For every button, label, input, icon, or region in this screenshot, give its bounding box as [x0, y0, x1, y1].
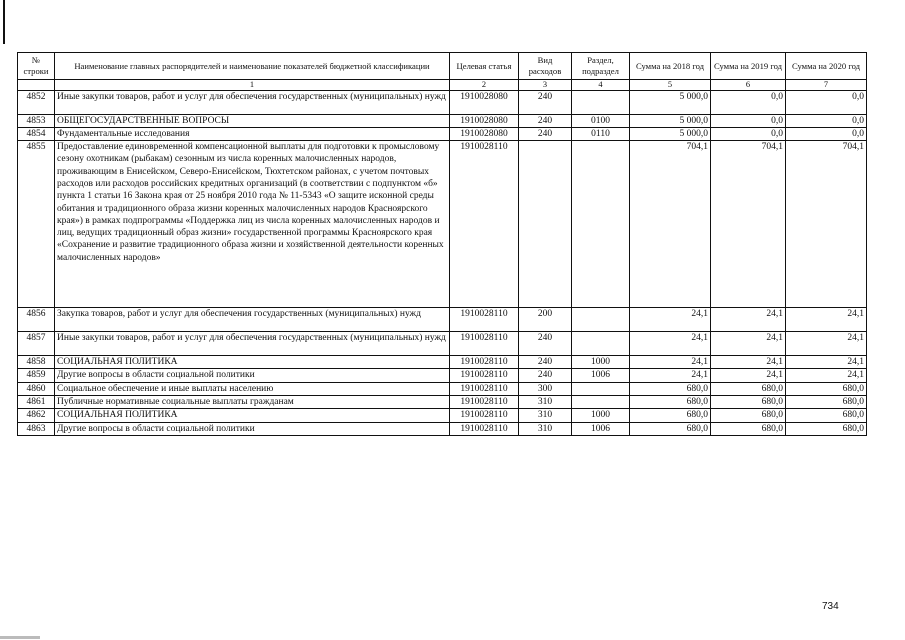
row-target-article: 1910028080 — [450, 114, 519, 127]
row-sum-2020: 0,0 — [786, 90, 867, 114]
table-row — [18, 356, 867, 369]
row-section: 0110 — [572, 127, 630, 140]
table-row — [18, 332, 867, 356]
table-row — [18, 422, 867, 435]
row-target-article: 1910028110 — [450, 382, 519, 395]
row-expense-kind: 240 — [519, 332, 572, 356]
row-sum-2019: 680,0 — [711, 422, 786, 435]
row-sum-2018: 5 000,0 — [630, 114, 711, 127]
row-sum-2018: 24,1 — [630, 369, 711, 382]
row-target-article: 1910028110 — [450, 395, 519, 408]
row-name: Предоставление единовременной компенсационной выплаты для подготовки к промысловому сезону охотникам (рыбакам) сезонным из числа коренных малочисленных народов, проживающим в Енисейском, Северо-Енисейском, Тюхтетском районах, с учетом почтовых расходов или расходов российских кредитных организаций (в соответствии с подпунктом «б» пункта 1 статьи 16 Закона края от 25 ноября 2010 года № 11-5343 «О защите исконной среды обитания и традиционного образа жизни коренных малочисленных народов Красноярского края») в рамках подпрограммы «Поддержка лиц из числа коренных малочисленных народов и лиц, ведущих традиционный образ жизни» государственной программы Красноярского края «Сохранение и развитие традиционного образа жизни и хозяйственной деятельности коренных малочисленных народов» — [55, 141, 450, 308]
row-target-article: 1910028080 — [450, 90, 519, 114]
column-number-row — [18, 80, 867, 91]
row-name: Социальное обеспечение и иные выплаты населению — [55, 382, 450, 395]
row-target-article: 1910028110 — [450, 141, 519, 308]
row-sum-2018: 680,0 — [630, 422, 711, 435]
row-number: 4863 — [18, 422, 55, 435]
row-number: 4859 — [18, 369, 55, 382]
row-sum-2020: 680,0 — [786, 395, 867, 408]
header-sum-2019: Сумма на 2019 год — [711, 53, 786, 80]
row-target-article: 1910028110 — [450, 332, 519, 356]
row-sum-2020: 24,1 — [786, 369, 867, 382]
row-number: 4857 — [18, 332, 55, 356]
row-number: 4861 — [18, 395, 55, 408]
scan-artifact — [0, 636, 40, 639]
row-sum-2018: 680,0 — [630, 409, 711, 422]
row-sum-2019: 24,1 — [711, 308, 786, 332]
table-row — [18, 382, 867, 395]
row-target-article: 1910028080 — [450, 127, 519, 140]
row-sum-2018: 680,0 — [630, 382, 711, 395]
row-sum-2020: 24,1 — [786, 308, 867, 332]
row-sum-2018: 24,1 — [630, 308, 711, 332]
row-number: 4852 — [18, 90, 55, 114]
row-expense-kind: 240 — [519, 90, 572, 114]
column-number: 2 — [450, 80, 519, 91]
row-sum-2020: 0,0 — [786, 114, 867, 127]
table-row — [18, 409, 867, 422]
row-name: ОБЩЕГОСУДАРСТВЕННЫЕ ВОПРОСЫ — [55, 114, 450, 127]
row-target-article: 1910028110 — [450, 356, 519, 369]
row-section — [572, 395, 630, 408]
table-row — [18, 308, 867, 332]
page-edge-line — [3, 0, 5, 44]
row-sum-2019: 680,0 — [711, 409, 786, 422]
row-target-article: 1910028110 — [450, 369, 519, 382]
row-sum-2019: 0,0 — [711, 114, 786, 127]
row-target-article: 1910028110 — [450, 422, 519, 435]
row-sum-2020: 704,1 — [786, 141, 867, 308]
row-sum-2018: 24,1 — [630, 356, 711, 369]
row-name: Фундаментальные исследования — [55, 127, 450, 140]
row-name: СОЦИАЛЬНАЯ ПОЛИТИКА — [55, 356, 450, 369]
row-number: 4860 — [18, 382, 55, 395]
row-expense-kind: 240 — [519, 114, 572, 127]
row-name: СОЦИАЛЬНАЯ ПОЛИТИКА — [55, 409, 450, 422]
row-section — [572, 332, 630, 356]
row-sum-2018: 5 000,0 — [630, 90, 711, 114]
row-section: 1006 — [572, 422, 630, 435]
row-number: 4858 — [18, 356, 55, 369]
row-expense-kind: 200 — [519, 308, 572, 332]
row-sum-2019: 680,0 — [711, 382, 786, 395]
row-name: Иные закупки товаров, работ и услуг для обеспечения государственных (муниципальных) нужд — [55, 90, 450, 114]
row-section: 0100 — [572, 114, 630, 127]
row-number: 4855 — [18, 141, 55, 308]
row-sum-2019: 0,0 — [711, 90, 786, 114]
row-number: 4862 — [18, 409, 55, 422]
header-section: Раздел, подраздел — [572, 53, 630, 80]
row-expense-kind — [519, 141, 572, 308]
header-target-article: Целевая статья — [450, 53, 519, 80]
header-sum-2020: Сумма на 2020 год — [786, 53, 867, 80]
header-name: Наименование главных распорядителей и наименование показателей бюджетной классификации — [55, 53, 450, 80]
row-expense-kind: 240 — [519, 127, 572, 140]
header-sum-2018: Сумма на 2018 год — [630, 53, 711, 80]
table-row — [18, 114, 867, 127]
row-sum-2020: 24,1 — [786, 356, 867, 369]
row-sum-2020: 0,0 — [786, 127, 867, 140]
row-sum-2019: 704,1 — [711, 141, 786, 308]
column-number: 5 — [630, 80, 711, 91]
row-sum-2020: 24,1 — [786, 332, 867, 356]
table-row — [18, 395, 867, 408]
column-number: 7 — [786, 80, 867, 91]
row-section: 1000 — [572, 356, 630, 369]
row-target-article: 1910028110 — [450, 409, 519, 422]
table-row — [18, 369, 867, 382]
row-section — [572, 382, 630, 395]
row-sum-2018: 704,1 — [630, 141, 711, 308]
column-number — [18, 80, 55, 91]
column-number: 3 — [519, 80, 572, 91]
budget-table — [17, 52, 867, 436]
row-sum-2018: 5 000,0 — [630, 127, 711, 140]
row-expense-kind: 240 — [519, 356, 572, 369]
row-expense-kind: 310 — [519, 395, 572, 408]
row-sum-2018: 680,0 — [630, 395, 711, 408]
row-name: Закупка товаров, работ и услуг для обеспечения государственных (муниципальных) нужд — [55, 308, 450, 332]
header-expense-kind: Вид расходов — [519, 53, 572, 80]
row-section — [572, 308, 630, 332]
column-number: 6 — [711, 80, 786, 91]
row-sum-2020: 680,0 — [786, 409, 867, 422]
table-row — [18, 141, 867, 308]
header-row-number: № строки — [18, 53, 55, 80]
row-name: Другие вопросы в области социальной политики — [55, 369, 450, 382]
page-number: 734 — [822, 601, 839, 612]
row-number: 4853 — [18, 114, 55, 127]
table-row — [18, 127, 867, 140]
row-expense-kind: 300 — [519, 382, 572, 395]
table-row — [18, 90, 867, 114]
row-expense-kind: 310 — [519, 409, 572, 422]
row-target-article: 1910028110 — [450, 308, 519, 332]
row-section: 1006 — [572, 369, 630, 382]
row-section — [572, 141, 630, 308]
row-number: 4856 — [18, 308, 55, 332]
row-sum-2020: 680,0 — [786, 382, 867, 395]
row-sum-2019: 24,1 — [711, 332, 786, 356]
row-section: 1000 — [572, 409, 630, 422]
row-sum-2019: 680,0 — [711, 395, 786, 408]
row-number: 4854 — [18, 127, 55, 140]
row-expense-kind: 310 — [519, 422, 572, 435]
row-sum-2019: 0,0 — [711, 127, 786, 140]
row-section — [572, 90, 630, 114]
row-sum-2019: 24,1 — [711, 356, 786, 369]
table-header-row — [18, 53, 867, 80]
row-sum-2018: 24,1 — [630, 332, 711, 356]
row-expense-kind: 240 — [519, 369, 572, 382]
row-name: Публичные нормативные социальные выплаты гражданам — [55, 395, 450, 408]
row-sum-2020: 680,0 — [786, 422, 867, 435]
row-sum-2019: 24,1 — [711, 369, 786, 382]
column-number: 1 — [55, 80, 450, 91]
column-number: 4 — [572, 80, 630, 91]
row-name: Иные закупки товаров, работ и услуг для обеспечения государственных (муниципальных) нужд — [55, 332, 450, 356]
row-name: Другие вопросы в области социальной политики — [55, 422, 450, 435]
